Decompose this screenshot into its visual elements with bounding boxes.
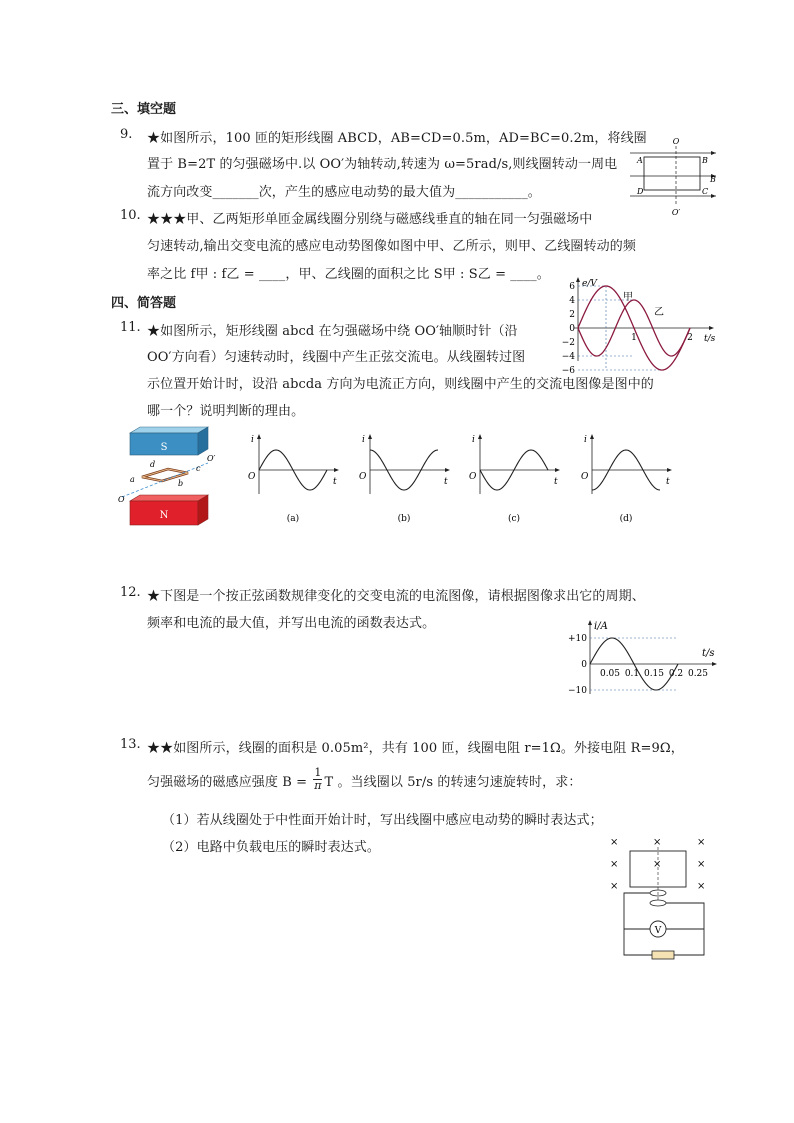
q13-line-2-pre: 匀强磁场的磁感应强度 B = bbox=[147, 775, 312, 790]
field-cross: × bbox=[610, 881, 619, 892]
graph-c-y-label: i bbox=[472, 435, 475, 445]
graph-c-origin: O bbox=[469, 472, 477, 482]
q10-series-jia-label: 甲 bbox=[623, 292, 633, 303]
q9-line-3: 流方向改变_______次，产生的感应电动势的最大值为___________。 bbox=[147, 185, 541, 200]
field-cross: × bbox=[697, 837, 706, 848]
q12-x-tick-label: 0.2 bbox=[668, 669, 684, 679]
q13-line-2-post: T 。当线圈以 5r/s 的转速匀速旋转时，求： bbox=[324, 775, 582, 790]
q11-line-2: OO′方向看）匀速转动时，线圈中产生正弦交流电。从线圈转过图 bbox=[147, 350, 526, 365]
field-cross: × bbox=[697, 881, 706, 892]
question-number-10: 10. bbox=[120, 208, 141, 223]
q10-emf-chart bbox=[556, 275, 718, 376]
magnet-s-label: S bbox=[160, 442, 168, 453]
axis-label-o-prime: O′ bbox=[207, 454, 216, 463]
question-number-9: 9. bbox=[120, 127, 133, 142]
coil-label-b: b bbox=[178, 479, 184, 488]
graph-b-x-label: t bbox=[444, 477, 448, 487]
q12-line-1: ★下图是一个按正弦函数规律变化的交变电流的电流图像，请根据图像求出它的周期、 bbox=[147, 589, 645, 604]
field-cross: × bbox=[653, 859, 662, 870]
q12-x-tick-label: 0.05 bbox=[599, 669, 621, 679]
graph-b-origin: O bbox=[359, 472, 367, 482]
field-cross: × bbox=[697, 859, 706, 870]
q9-label-c: C bbox=[702, 187, 709, 196]
graph-b-y-label: i bbox=[362, 435, 365, 445]
q11-graph-b bbox=[356, 432, 452, 528]
q9-label-o: O bbox=[672, 137, 680, 146]
q9-coil-figure bbox=[630, 136, 720, 216]
q9-line-1: ★如图所示，100 匝的矩形线圈 ABCD，AB=CD=0.5m，AD=BC=0.2m，将线圈 bbox=[147, 131, 647, 146]
q11-graph-d bbox=[578, 432, 674, 528]
graph-d-y-label: i bbox=[584, 435, 587, 445]
coil-label-c: c bbox=[196, 464, 201, 473]
q12-line-2: 频率和电流的最大值，并写出电流的函数表达式。 bbox=[147, 616, 436, 631]
section-title-short-answer: 四、简答题 bbox=[111, 296, 177, 311]
q12-y-tick-label: −10 bbox=[568, 686, 587, 696]
q10-x-axis-label: t/s bbox=[704, 334, 716, 344]
graph-b-caption: (b) bbox=[397, 514, 411, 524]
q13-line-1: ★★如图所示，线圈的面积是 0.05m²，共有 100 匝，线圈电阻 r=1Ω。外接电阻 R=9Ω， bbox=[147, 741, 684, 756]
q12-y-tick-label: 0 bbox=[581, 660, 587, 670]
q10-y-tick-label: 2 bbox=[569, 310, 575, 320]
q11-line-1: ★如图所示，矩形线圈 abcd 在匀强磁场中绕 OO′轴顺时针（沿 bbox=[147, 324, 518, 339]
q9-label-b: B bbox=[702, 156, 708, 165]
q13-fraction bbox=[313, 767, 322, 792]
q13-line-2 bbox=[147, 766, 582, 795]
coil-label-a: a bbox=[130, 475, 135, 484]
q10-y-tick-label: 6 bbox=[569, 282, 575, 292]
axis-label-o: O bbox=[118, 495, 125, 504]
q10-y-tick-label: 0 bbox=[569, 324, 575, 334]
q9-label-o-prime: O′ bbox=[671, 208, 681, 217]
q9-line-2: 置于 B=2T 的匀强磁场中.以 OO′为轴转动,转速为 ω=5rad/s,则线圈转动一周电 bbox=[147, 157, 618, 172]
q13-circuit-figure bbox=[604, 831, 714, 963]
q10-x-tick-label: 2 bbox=[687, 333, 693, 343]
graph-a-caption: (a) bbox=[286, 514, 300, 524]
q10-y-axis-label: e/V bbox=[582, 279, 597, 289]
section-title-fill-blank: 三、填空题 bbox=[111, 102, 177, 117]
q10-series-yi-label: 乙 bbox=[654, 307, 664, 318]
q11-line-4: 哪一个？说明判断的理由。 bbox=[147, 404, 305, 419]
coil-label-d: d bbox=[150, 460, 156, 469]
q9-label-a: A bbox=[637, 156, 643, 165]
q12-x-tick-label: 0.25 bbox=[687, 669, 709, 679]
question-number-11: 11. bbox=[120, 320, 141, 335]
field-cross: × bbox=[610, 837, 619, 848]
q11-graph-a bbox=[245, 432, 341, 528]
q10-y-tick-label: −4 bbox=[561, 352, 575, 362]
q10-x-tick-label: 1 bbox=[631, 333, 637, 343]
magnet-n-label: N bbox=[159, 510, 169, 521]
q10-y-tick-label: −2 bbox=[561, 338, 575, 348]
q12-x-tick-label: 0.15 bbox=[643, 669, 665, 679]
q10-y-tick-label: 4 bbox=[569, 296, 575, 306]
q11-graph-c bbox=[466, 432, 562, 528]
voltmeter-label: V bbox=[654, 926, 662, 936]
field-cross: × bbox=[653, 837, 662, 848]
q13-sub-2: （2）电路中负载电压的瞬时表达式。 bbox=[162, 840, 380, 855]
q9-label-d: D bbox=[637, 187, 644, 196]
graph-a-y-label: i bbox=[251, 435, 254, 445]
q10-line-1: ★★★甲、乙两矩形单匝金属线圈分别绕与磁感线垂直的轴在同一匀强磁场中 bbox=[147, 212, 593, 227]
graph-c-caption: (c) bbox=[507, 514, 521, 524]
load-resistor bbox=[652, 951, 674, 959]
q12-y-tick-label: +10 bbox=[568, 634, 587, 644]
q13-sub-1: （1）若从线圈处于中性面开始计时，写出线圈中感应电动势的瞬时表达式； bbox=[162, 813, 603, 828]
graph-a-origin: O bbox=[248, 472, 256, 482]
q12-current-chart bbox=[560, 618, 720, 698]
q13-fraction-denominator: π bbox=[314, 779, 322, 792]
q10-y-tick-label: −6 bbox=[561, 366, 575, 376]
q11-line-3: 示位置开始计时，设沿 abcda 方向为电流正方向，则线圈中产生的交流电图像是图中的 bbox=[147, 377, 654, 392]
question-number-13: 13. bbox=[120, 737, 141, 752]
magnetic-field-crosses bbox=[610, 837, 705, 892]
q9-label-field-b: B bbox=[710, 175, 716, 184]
q10-line-2: 匀速转动,输出交变电流的感应电动势图像如图中甲、乙所示，则甲、乙线圈转动的频 bbox=[147, 239, 636, 254]
q13-fraction-numerator: 1 bbox=[314, 766, 322, 779]
q10-line-3: 率之比 f甲 : f乙 = ____，甲、乙线圈的面积之比 S甲 : S乙 = ____。 bbox=[147, 267, 550, 282]
q12-y-axis-label: i/A bbox=[594, 621, 608, 632]
q12-x-axis-label: t/s bbox=[702, 648, 715, 659]
graph-c-x-label: t bbox=[554, 477, 558, 487]
q11-magnet-figure bbox=[116, 425, 216, 530]
graph-d-origin: O bbox=[581, 472, 589, 482]
question-number-12: 12. bbox=[120, 585, 141, 600]
field-cross: × bbox=[610, 859, 619, 870]
graph-d-caption: (d) bbox=[619, 514, 633, 524]
graph-d-x-label: t bbox=[666, 477, 670, 487]
q12-x-tick-label: 0.1 bbox=[624, 669, 640, 679]
graph-a-x-label: t bbox=[333, 477, 337, 487]
